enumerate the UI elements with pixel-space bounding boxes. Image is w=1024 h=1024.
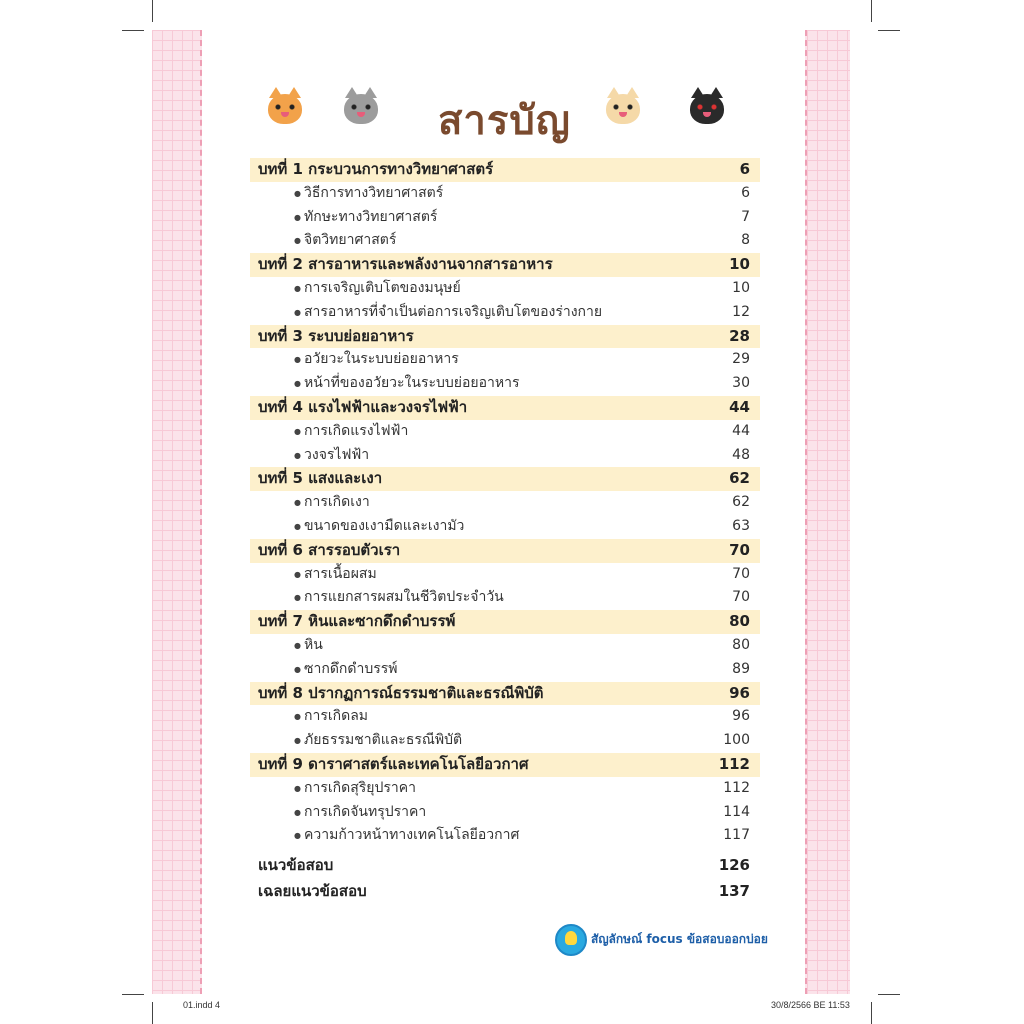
legend-text: สัญลักษณ์ focus ข้อสอบออกบ่อย bbox=[591, 932, 768, 946]
crop-mark bbox=[871, 0, 872, 22]
toc-chapter-row bbox=[250, 467, 760, 491]
right-margin-grid bbox=[805, 30, 850, 994]
toc-page-number: 28 bbox=[729, 326, 750, 345]
toc-page-number: 100 bbox=[723, 732, 750, 749]
toc-page-number: 96 bbox=[729, 683, 750, 702]
toc-entry-label: บทที่ 1 กระบวนการทางวิทยาศาสตร์ bbox=[258, 160, 494, 178]
page-title: สารบัญ bbox=[438, 98, 571, 144]
toc-page-number: 6 bbox=[741, 184, 750, 201]
toc-entry-label: บทที่ 4 แรงไฟฟ้าและวงจรไฟฟ้า bbox=[258, 397, 468, 416]
crop-mark bbox=[871, 1002, 872, 1024]
table-of-contents bbox=[250, 158, 760, 904]
toc-section-row bbox=[250, 563, 760, 587]
toc-section-row bbox=[250, 658, 760, 682]
toc-entry-label: ● ภัยธรรมชาติและธรณีพิบัติ bbox=[250, 732, 462, 748]
toc-page-number: 80 bbox=[732, 636, 750, 653]
toc-section-row bbox=[250, 586, 760, 610]
toc-page-number: 80 bbox=[729, 612, 750, 631]
toc-page-number: 126 bbox=[718, 856, 750, 875]
toc-entry-label: ● การเกิดแรงไฟฟ้า bbox=[250, 423, 408, 439]
toc-entry-label: บทที่ 3 ระบบย่อยอาหาร bbox=[258, 326, 414, 345]
toc-page-number: 10 bbox=[732, 279, 750, 296]
toc-section-row bbox=[250, 182, 760, 206]
toc-section-row bbox=[250, 444, 760, 468]
toc-page-number: 10 bbox=[729, 255, 750, 274]
toc-back-matter-row bbox=[250, 852, 760, 878]
toc-section-row bbox=[250, 491, 760, 515]
toc-entry-label: บทที่ 6 สารรอบตัวเรา bbox=[258, 540, 401, 559]
toc-section-row bbox=[250, 824, 760, 848]
toc-page-number: 44 bbox=[729, 397, 750, 416]
gray-cat-icon bbox=[344, 94, 378, 124]
toc-chapter-row bbox=[250, 325, 760, 349]
toc-entry-label: ● วงจรไฟฟ้า bbox=[250, 447, 369, 463]
toc-entry-label: ● ขนาดของเงามืดและเงามัว bbox=[250, 518, 464, 534]
toc-entry-label: บทที่ 2 สารอาหารและพลังงานจากสารอาหาร bbox=[258, 255, 553, 274]
toc-page-number: 137 bbox=[718, 882, 750, 901]
toc-entry-label: ● ซากดึกดำบรรพ์ bbox=[250, 661, 398, 677]
focus-legend bbox=[555, 924, 785, 952]
toc-entry-label: ● หิน bbox=[250, 637, 323, 653]
slug-file: 01.indd 4 bbox=[183, 1000, 221, 1010]
toc-entry-label: บทที่ 8 ปรากฏการณ์ธรรมชาติและธรณีพิบัติ bbox=[258, 683, 544, 702]
toc-entry-label: เฉลยแนวข้อสอบ bbox=[258, 882, 367, 901]
toc-page-number: 89 bbox=[732, 660, 750, 677]
toc-page-number: 62 bbox=[729, 469, 750, 488]
toc-page-number: 70 bbox=[732, 589, 750, 606]
toc-entry-label: ● การเกิดลม bbox=[250, 708, 368, 724]
toc-page-number: 6 bbox=[739, 160, 750, 178]
toc-page-number: 96 bbox=[732, 708, 750, 725]
toc-section-row bbox=[250, 729, 760, 753]
toc-entry-label: ● สารเนื้อผสม bbox=[250, 566, 377, 582]
toc-section-row bbox=[250, 206, 760, 230]
toc-page-number: 63 bbox=[732, 517, 750, 534]
toc-page-number: 117 bbox=[723, 827, 750, 844]
toc-chapter-row bbox=[250, 682, 760, 706]
toc-entry-label: ● จิตวิทยาศาสตร์ bbox=[250, 232, 396, 248]
orange-cat-icon bbox=[268, 94, 302, 124]
toc-entry-label: ● สารอาหารที่จำเป็นต่อการเจริญเติบโตของร่างกาย bbox=[250, 304, 602, 320]
toc-page-number: 44 bbox=[732, 422, 750, 439]
toc-chapter-row bbox=[250, 610, 760, 634]
toc-page-number: 70 bbox=[729, 540, 750, 559]
toc-entry-label: ● การเกิดจันทรุปราคา bbox=[250, 804, 426, 820]
toc-entry-label: ● การแยกสารผสมในชีวิตประจำวัน bbox=[250, 589, 504, 605]
toc-section-row bbox=[250, 777, 760, 801]
toc-page-number: 29 bbox=[732, 351, 750, 368]
toc-section-row bbox=[250, 634, 760, 658]
black-cat-icon bbox=[690, 94, 724, 124]
crop-mark bbox=[152, 1002, 153, 1024]
crop-mark bbox=[878, 994, 900, 995]
toc-section-row bbox=[250, 301, 760, 325]
toc-section-row bbox=[250, 372, 760, 396]
toc-entry-label: ● อวัยวะในระบบย่อยอาหาร bbox=[250, 351, 459, 367]
toc-section-row bbox=[250, 801, 760, 825]
toc-entry-label: บทที่ 9 ดาราศาสตร์และเทคโนโลยีอวกาศ bbox=[258, 754, 529, 773]
toc-section-row bbox=[250, 229, 760, 253]
toc-page-number: 12 bbox=[732, 303, 750, 320]
toc-back-matter-row bbox=[250, 878, 760, 904]
toc-chapter-row bbox=[250, 158, 760, 182]
toc-page-number: 114 bbox=[723, 803, 750, 820]
toc-entry-label: ● วิธีการทางวิทยาศาสตร์ bbox=[250, 185, 443, 201]
toc-chapter-row bbox=[250, 253, 760, 277]
toc-chapter-row bbox=[250, 753, 760, 777]
toc-entry-label: ● ทักษะทางวิทยาศาสตร์ bbox=[250, 209, 437, 225]
toc-section-row bbox=[250, 705, 760, 729]
crop-mark bbox=[152, 0, 153, 22]
toc-chapter-row bbox=[250, 396, 760, 420]
toc-page-number: 62 bbox=[732, 494, 750, 511]
toc-page-number: 70 bbox=[732, 565, 750, 582]
crop-mark bbox=[122, 994, 144, 995]
toc-entry-label: ● ความก้าวหน้าทางเทคโนโลยีอวกาศ bbox=[250, 827, 519, 843]
toc-header bbox=[250, 88, 760, 148]
crop-mark bbox=[122, 30, 144, 31]
toc-page-number: 7 bbox=[741, 208, 750, 225]
toc-section-row bbox=[250, 277, 760, 301]
toc-entry-label: แนวข้อสอบ bbox=[258, 856, 334, 875]
toc-entry-label: บทที่ 5 แสงและเงา bbox=[258, 469, 383, 488]
toc-section-row bbox=[250, 348, 760, 372]
toc-page-number: 112 bbox=[718, 754, 750, 773]
toc-entry-label: ● การเจริญเติบโตของมนุษย์ bbox=[250, 280, 461, 296]
toc-entry-label: ● การเกิดเงา bbox=[250, 494, 370, 510]
toc-entry-label: ● การเกิดสุริยุปราคา bbox=[250, 780, 416, 796]
toc-chapter-row bbox=[250, 539, 760, 563]
cream-cat-icon bbox=[606, 94, 640, 124]
left-margin-grid bbox=[152, 30, 202, 994]
toc-page-number: 30 bbox=[732, 375, 750, 392]
toc-page-number: 8 bbox=[741, 232, 750, 249]
toc-page-number: 48 bbox=[732, 446, 750, 463]
toc-section-row bbox=[250, 515, 760, 539]
toc-entry-label: ● หน้าที่ของอวัยวะในระบบย่อยอาหาร bbox=[250, 375, 519, 391]
toc-entry-label: บทที่ 7 หินและซากดึกดำบรรพ์ bbox=[258, 612, 456, 631]
slug-date: 30/8/2566 BE 11:53 bbox=[771, 1000, 850, 1010]
toc-section-row bbox=[250, 420, 760, 444]
toc-page-number: 112 bbox=[723, 779, 750, 796]
crop-mark bbox=[878, 30, 900, 31]
lightbulb-icon bbox=[555, 924, 587, 956]
